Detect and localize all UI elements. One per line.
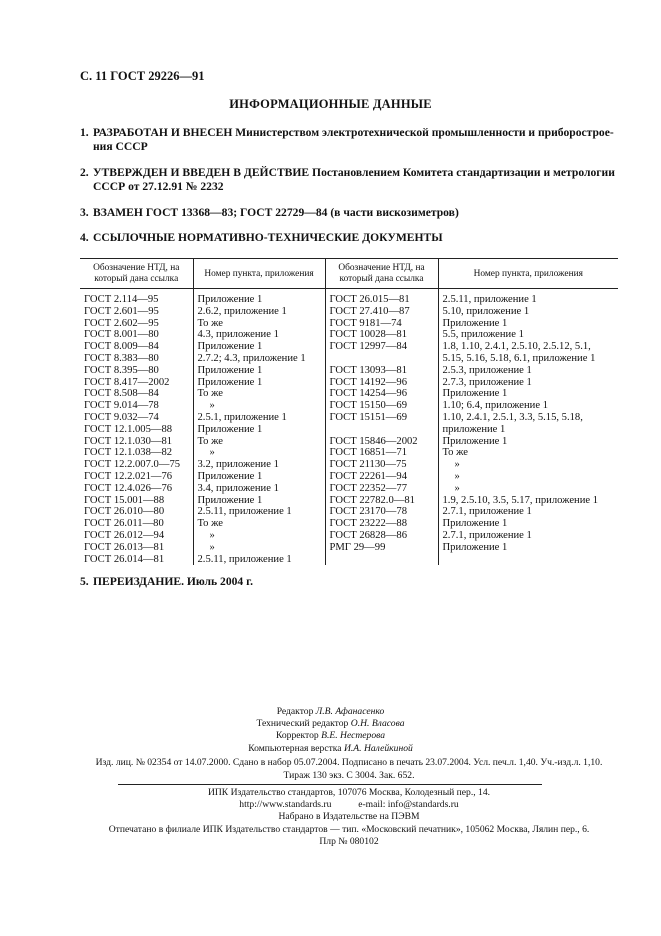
doc-left-cell: ГОСТ 9.032—74 xyxy=(84,411,159,423)
item-right-cell: Приложение 1 xyxy=(438,388,618,400)
section-number: 3. xyxy=(80,206,89,219)
table-row xyxy=(80,542,618,554)
reference-table-body xyxy=(80,289,618,566)
table-row xyxy=(80,459,618,471)
section-text: ПЕРЕИЗДАНИЕ. Июль 2004 г. xyxy=(93,575,253,588)
publisher-address: ИПК Издательство стандартов, 107076 Москва, Колодезный пер., 14. xyxy=(207,787,491,798)
publisher-printed: Отпечатано в филиале ИПК Издательство стандартов — тип. «Московский печатник», 105062 Москва, Лялин пер., 6. xyxy=(108,823,590,835)
doc-right-cell xyxy=(325,554,438,566)
item-left-cell: Приложение 1 xyxy=(193,495,325,507)
table-row xyxy=(80,518,618,530)
item-right-cell xyxy=(438,554,618,566)
table-row xyxy=(80,530,618,542)
item-left-cell: » xyxy=(193,542,325,554)
credit-label: Компьютерная верстка xyxy=(248,742,342,754)
publisher-contacts xyxy=(80,799,618,811)
doc-right-cell: ГОСТ 22782.0—81 xyxy=(325,495,438,507)
col-header-item-right: Номер пункта, приложения xyxy=(438,259,618,289)
item-right-cell: 2.7.3, приложение 1 xyxy=(438,377,618,389)
section-2 xyxy=(80,166,618,194)
doc-left-cell: ГОСТ 12.2.007.0—75 xyxy=(84,459,181,471)
doc-left-cell: ГОСТ 9.014—78 xyxy=(84,400,159,412)
item-right-cell: Приложение 1 xyxy=(438,318,618,330)
col-header-doc-left: Обозначение НТД, на который дана ссылка xyxy=(80,259,193,289)
item-left-cell: То же xyxy=(193,318,325,330)
item-right-cell: 5.15, 5.16, 5.18, 6.1, приложение 1 xyxy=(438,353,618,365)
section-1 xyxy=(80,126,618,154)
item-left-cell: » xyxy=(193,530,325,542)
table-row xyxy=(80,318,618,330)
section-4 xyxy=(80,231,618,245)
item-left-cell: Приложение 1 xyxy=(193,341,325,353)
credit-editor xyxy=(0,706,661,718)
section-3 xyxy=(80,206,618,220)
table-row xyxy=(80,483,618,495)
credit-corrector xyxy=(0,730,661,742)
doc-right-cell xyxy=(325,424,438,436)
publisher-license: Плр № 080102 xyxy=(319,835,379,847)
table-row xyxy=(80,365,618,377)
publisher-info xyxy=(80,787,618,848)
item-left-cell: 3.4, приложение 1 xyxy=(193,483,325,495)
item-right-cell: приложение 1 xyxy=(438,424,618,436)
section-number: 5. xyxy=(80,575,89,588)
item-right-cell: То же xyxy=(438,447,618,459)
item-right-cell: » xyxy=(438,483,618,495)
item-left-cell: Приложение 1 xyxy=(193,289,325,306)
credit-label: Редактор xyxy=(276,706,314,717)
page-title: ИНФОРМАЦИОННЫЕ ДАННЫЕ xyxy=(229,97,432,111)
credit-name: И.А. Налейкиной xyxy=(343,742,413,754)
table-row xyxy=(80,341,618,353)
table-row xyxy=(80,377,618,389)
table-row xyxy=(80,400,618,412)
section-text-cont: СССР от 27.12.91 № 2232 xyxy=(93,180,224,193)
item-right-cell: 1.10, 2.4.1, 2.5.1, 3.3, 5.15, 5.18, xyxy=(438,412,618,424)
item-right-cell: Приложение 1 xyxy=(438,542,618,554)
doc-left-cell: ГОСТ 2.601—95 xyxy=(84,305,159,317)
doc-left-cell: ГОСТ 26.014—81 xyxy=(84,553,165,565)
imprint-line: Тираж 130 экз. С 3004. Зак. 652. xyxy=(283,769,415,781)
item-right-cell: 5.10, приложение 1 xyxy=(438,306,618,318)
item-left-cell: 2.5.11, приложение 1 xyxy=(193,506,325,518)
doc-left-cell: ГОСТ 26.011—80 xyxy=(84,518,164,530)
item-left-cell: То же xyxy=(193,388,325,400)
credit-tech-editor xyxy=(0,718,661,730)
item-left-cell: Приложение 1 xyxy=(193,471,325,483)
doc-right-cell: ГОСТ 13093—81 xyxy=(325,365,438,377)
credit-layout xyxy=(0,743,661,755)
table-row xyxy=(80,506,618,518)
doc-left-cell: ГОСТ 8.395—80 xyxy=(84,364,159,376)
doc-right-cell: ГОСТ 9181—74 xyxy=(325,318,438,330)
doc-left-cell: ГОСТ 8.009—84 xyxy=(84,341,159,353)
item-left-cell: Приложение 1 xyxy=(193,424,325,436)
doc-right-cell: ГОСТ 12997—84 xyxy=(325,341,438,353)
email-text[interactable]: e-mail: info@standards.ru xyxy=(358,799,459,811)
doc-right-cell: ГОСТ 21130—75 xyxy=(325,459,438,471)
table-row xyxy=(80,554,618,566)
item-right-cell: 1.9, 2.5.10, 3.5, 5.17, приложение 1 xyxy=(438,495,618,507)
item-left-cell: 2.7.2; 4.3, приложение 1 xyxy=(193,353,325,365)
doc-right-cell xyxy=(325,353,438,365)
doc-left-cell: ГОСТ 26.013—81 xyxy=(84,541,165,553)
doc-right-cell: ГОСТ 15151—69 xyxy=(325,412,438,424)
credit-name: О.Н. Власова xyxy=(350,718,405,730)
section-heading: ССЫЛОЧНЫЕ НОРМАТИВНО-ТЕХНИЧЕСКИЕ ДОКУМЕНТЫ xyxy=(93,231,443,244)
doc-right-cell: ГОСТ 23170—78 xyxy=(325,506,438,518)
doc-right-cell: ГОСТ 15846—2002 xyxy=(325,436,438,448)
doc-right-cell: ГОСТ 15150—69 xyxy=(325,400,438,412)
doc-left-cell: ГОСТ 8.508—84 xyxy=(84,388,159,400)
item-left-cell: 4.3, приложение 1 xyxy=(193,329,325,341)
table-row xyxy=(80,447,618,459)
item-right-cell: 5.5, приложение 1 xyxy=(438,329,618,341)
item-right-cell: 1.8, 1.10, 2.4.1, 2.5.10, 2.5.12, 5.1, xyxy=(438,341,618,353)
doc-left-cell: ГОСТ 26.012—94 xyxy=(84,529,165,541)
item-right-cell: 2.5.11, приложение 1 xyxy=(438,289,618,306)
table-row xyxy=(80,289,618,306)
doc-left-cell: ГОСТ 12.1.038—82 xyxy=(84,447,173,459)
table-row xyxy=(80,436,618,448)
section-text: ВЗАМЕН ГОСТ 13368—83; ГОСТ 22729—84 (в части вискозиметров) xyxy=(93,206,459,219)
item-left-cell: То же xyxy=(193,436,325,448)
doc-left-cell: ГОСТ 15.001—88 xyxy=(84,494,165,506)
item-right-cell: 2.7.1, приложение 1 xyxy=(438,506,618,518)
item-right-cell: Приложение 1 xyxy=(438,436,618,448)
reference-table xyxy=(80,258,618,565)
item-left-cell: » xyxy=(193,447,325,459)
credit-label: Технический редактор xyxy=(256,718,349,730)
item-right-cell: » xyxy=(438,459,618,471)
doc-right-cell: ГОСТ 22261—94 xyxy=(325,471,438,483)
item-left-cell: Приложение 1 xyxy=(193,377,325,389)
section-number: 4. xyxy=(80,231,89,244)
doc-right-cell: ГОСТ 10028—81 xyxy=(325,329,438,341)
doc-left-cell: ГОСТ 8.001—80 xyxy=(84,329,159,341)
site-link[interactable]: http://www.standards.ru xyxy=(239,799,332,811)
item-left-cell: То же xyxy=(193,518,325,530)
imprint xyxy=(80,757,618,782)
table-row xyxy=(80,424,618,436)
doc-left-cell: ГОСТ 12.1.030—81 xyxy=(84,435,173,447)
section-number: 1. xyxy=(80,126,89,139)
table-row xyxy=(80,495,618,507)
item-right-cell: Приложение 1 xyxy=(438,518,618,530)
table-row xyxy=(80,329,618,341)
item-right-cell: 2.5.3, приложение 1 xyxy=(438,365,618,377)
credit-name: Л.В. Афанасенко xyxy=(315,706,385,717)
item-left-cell: 2.5.1, приложение 1 xyxy=(193,412,325,424)
col-header-item-left: Номер пункта, приложения xyxy=(193,259,325,289)
section-text: УТВЕРЖДЕН И ВВЕДЕН В ДЕЙСТВИЕ Постановлением Комитета стандартизации и метрологии xyxy=(93,166,615,179)
doc-right-cell: ГОСТ 23222—88 xyxy=(325,518,438,530)
doc-left-cell: ГОСТ 26.010—80 xyxy=(84,506,165,518)
section-text: РАЗРАБОТАН И ВНЕСЕН Министерством электротехнической промышленности и приборострое- xyxy=(93,126,614,139)
doc-left-cell: ГОСТ 2.114—95 xyxy=(84,294,159,305)
item-right-cell: 1.10; 6.4, приложение 1 xyxy=(438,400,618,412)
page-header: С. 11 ГОСТ 29226—91 xyxy=(80,69,205,83)
doc-left-cell: ГОСТ 8.417—2002 xyxy=(84,376,170,388)
item-left-cell: Приложение 1 xyxy=(193,365,325,377)
table-row xyxy=(80,471,618,483)
doc-right-cell: РМГ 29—99 xyxy=(325,542,438,554)
doc-right-cell: ГОСТ 14192—96 xyxy=(325,377,438,389)
doc-left-cell: ГОСТ 12.2.021—76 xyxy=(84,470,173,482)
table-row xyxy=(80,306,618,318)
divider xyxy=(118,784,542,785)
doc-right-cell: ГОСТ 26.015—81 xyxy=(325,289,438,306)
section-5 xyxy=(80,575,618,589)
item-right-cell: » xyxy=(438,471,618,483)
publisher-typeset: Набрано в Издательстве на ПЭВМ xyxy=(278,811,420,823)
doc-right-cell: ГОСТ 14254—96 xyxy=(325,388,438,400)
item-left-cell: » xyxy=(193,400,325,412)
item-right-cell: 2.7.1, приложение 1 xyxy=(438,530,618,542)
table-row xyxy=(80,412,618,424)
section-number: 2. xyxy=(80,166,89,179)
imprint-line: Изд. лиц. № 02354 от 14.07.2000. Сдано в набор 05.07.2004. Подписано в печать 23.07.2004. Усл. печ.л. 1,40. Уч.-изд.л. 1,10. xyxy=(95,757,603,768)
table-row xyxy=(80,388,618,400)
doc-left-cell: ГОСТ 12.1.005—88 xyxy=(84,423,173,435)
item-left-cell: 3.2, приложение 1 xyxy=(193,459,325,471)
credit-name: В.Е. Нестерова xyxy=(321,730,386,742)
section-text-cont: ния СССР xyxy=(93,140,148,153)
doc-left-cell: ГОСТ 8.383—80 xyxy=(84,352,159,364)
credit-label: Корректор xyxy=(275,730,319,742)
doc-right-cell: ГОСТ 27.410—87 xyxy=(325,306,438,318)
credits xyxy=(0,706,661,755)
doc-right-cell: ГОСТ 16851—71 xyxy=(325,447,438,459)
doc-right-cell: ГОСТ 26828—86 xyxy=(325,530,438,542)
doc-left-cell: ГОСТ 12.4.026—76 xyxy=(84,482,173,494)
doc-right-cell: ГОСТ 22352—77 xyxy=(325,483,438,495)
col-header-doc-right: Обозначение НТД, на который дана ссылка xyxy=(325,259,438,289)
item-left-cell: 2.6.2, приложение 1 xyxy=(193,306,325,318)
doc-left-cell: ГОСТ 2.602—95 xyxy=(84,317,159,329)
table-row xyxy=(80,353,618,365)
item-left-cell: 2.5.11, приложение 1 xyxy=(193,554,325,566)
reference-table-wrap xyxy=(80,258,618,565)
